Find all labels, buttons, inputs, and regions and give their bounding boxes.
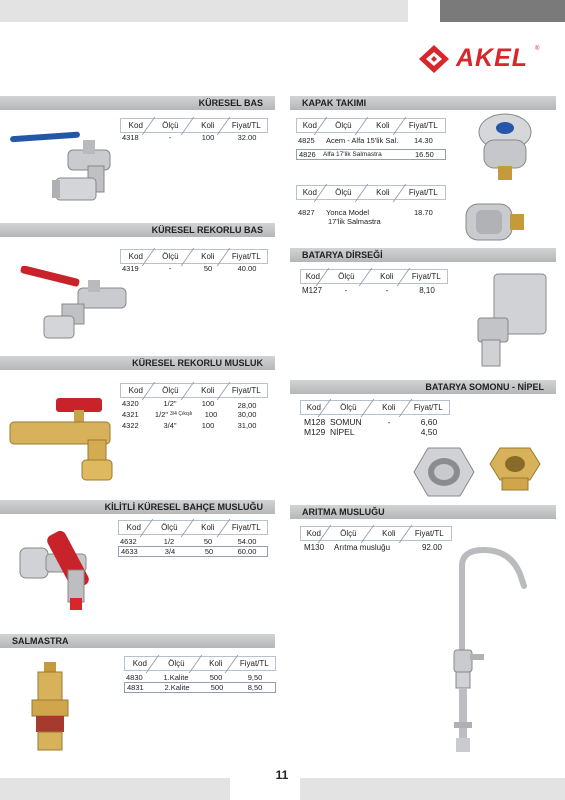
cell-fiyat: 16.50: [415, 150, 434, 159]
section-title-aritma-muslugu: ARITMA MUSLUĞU: [290, 505, 556, 519]
kuresel-bas-product-image: [8, 128, 120, 208]
col-kod: Kod: [306, 403, 321, 412]
cell-kod: M128: [304, 417, 326, 427]
col-kod: Kod: [128, 252, 143, 261]
cell-kod: 4827: [298, 208, 315, 217]
cell-koli: 100: [201, 421, 215, 430]
table-row: [120, 399, 268, 410]
cell-olcu: Alfa 17'lik Salmastra: [323, 151, 382, 158]
cell-fiyat: 28,00: [237, 401, 257, 410]
brand-registered-mark: ®: [535, 46, 540, 52]
col-olcu: Ölçü: [325, 270, 368, 283]
cell-kod: 4320: [122, 399, 139, 408]
table-row: [300, 286, 448, 295]
kapak-takimi-product-image-1: [472, 110, 538, 186]
col-koli: Koli: [190, 250, 226, 263]
cell-koli: [402, 543, 412, 552]
col-olcu: Ölçü: [155, 657, 198, 670]
kapak-takimi-product-image-2: [462, 198, 528, 248]
col-fiyat: Fiyat/TL: [226, 384, 267, 397]
col-fiyat: Fiyat/TL: [402, 119, 445, 132]
col-koli: Koli: [198, 657, 234, 670]
col-koli: Koli: [370, 401, 408, 414]
cell-kod: M127: [302, 286, 323, 295]
cell-koli: 100: [201, 133, 215, 142]
cell-fiyat: 32.00: [237, 133, 257, 142]
cell-kod: 4825: [298, 136, 315, 145]
cell-kod: 4830: [126, 673, 143, 682]
cell-olcu: 1/2": [163, 399, 177, 408]
nipel-product-image: [488, 446, 542, 492]
table-row: [296, 208, 446, 217]
table-row: [120, 421, 268, 430]
cell-kod: 4321: [122, 410, 139, 419]
col-fiyat: Fiyat/TL: [402, 186, 445, 199]
table-row: [296, 217, 446, 226]
cell-koli: -: [385, 286, 389, 295]
cell-olcu: Acem - Alfa 15'lik Sal.: [326, 136, 399, 145]
col-olcu: Ölçü: [149, 521, 190, 534]
col-olcu: Ölçü: [323, 119, 364, 132]
cell-kod: 4322: [122, 421, 139, 430]
cell-koli: 100: [204, 410, 218, 419]
table-header: [296, 185, 446, 200]
col-fiyat: Fiyat/TL: [226, 119, 267, 132]
cell-fiyat: 40.00: [237, 264, 257, 273]
section-title-batarya-dirsegi: BATARYA DİRSEĞİ: [290, 248, 556, 262]
table-header: [300, 400, 450, 415]
table-row: [300, 543, 452, 552]
cell-kod: 4319: [122, 264, 139, 273]
cell-fiyat: 8,50: [247, 683, 263, 692]
table-header: [118, 520, 268, 535]
cell-olcu: 2.Kalite: [164, 683, 190, 692]
table-row: [300, 427, 450, 437]
col-koli: Koli: [364, 119, 402, 132]
top-decor-bar-right: [440, 0, 565, 22]
cell-empty: [296, 217, 320, 226]
cell-koli: 100: [201, 399, 215, 408]
col-kod: Kod: [128, 121, 143, 130]
cell-olcu: 1/2: [163, 537, 175, 546]
section-title-kapak-takimi: KAPAK TAKIMI: [290, 96, 556, 110]
cell-olcu: -: [344, 286, 348, 295]
table-row: [124, 682, 276, 693]
table-row: [296, 136, 446, 145]
cell-olcu: NİPEL: [330, 427, 355, 437]
col-kod: Kod: [302, 188, 317, 197]
cell-olcu: Arıtma musluğu: [334, 543, 391, 552]
table-kilitli-bahce: [118, 520, 268, 557]
cell-olcu: 3/4: [164, 547, 176, 556]
col-kod: Kod: [305, 272, 320, 281]
akel-logo-mark-icon: [418, 44, 450, 74]
batarya-dirsegi-product-image: [470, 272, 556, 368]
cell-koli: -: [387, 417, 391, 427]
cell-fiyat: 54.00: [237, 537, 257, 546]
col-olcu: Ölçü: [323, 186, 364, 199]
cell-kod: M129: [304, 427, 326, 437]
table-header: [120, 118, 268, 133]
table-batarya-dirsegi: [300, 269, 448, 295]
somun-product-image: [412, 444, 476, 500]
table-kuresel-rekorlu-bas: [120, 249, 268, 273]
cell-olcu: 1.Kalite: [163, 673, 189, 682]
table-row: [296, 149, 446, 160]
section-title-kilitli-bahce: KİLİTLİ KÜRESEL BAHÇE MUSLUĞU: [0, 500, 275, 514]
cell-fiyat: 9,50: [247, 673, 263, 682]
section-title-salmastra: SALMASTRA: [0, 634, 275, 648]
table-header: [300, 526, 452, 541]
col-olcu: Ölçü: [151, 384, 190, 397]
col-kod: Kod: [306, 529, 321, 538]
bottom-decor-bar-left: [0, 778, 230, 800]
cell-fiyat: 8,10: [419, 286, 435, 295]
col-olcu: Ölçü: [151, 250, 190, 263]
cell-koli: 50: [203, 537, 213, 546]
table-salmastra: [124, 656, 276, 693]
col-fiyat: Fiyat/TL: [408, 401, 449, 414]
cell-olcu: 3/4": [163, 421, 177, 430]
section-title-kuresel-rekorlu-bas: KÜRESEL REKORLU BAS: [0, 223, 275, 237]
cell-koli: 50: [203, 264, 213, 273]
table-header: [120, 249, 268, 264]
cell-fiyat: 4,50: [420, 427, 438, 437]
cell-kod: 4632: [120, 537, 137, 546]
cell-fiyat: 92.00: [421, 543, 443, 552]
table-header: [296, 118, 446, 133]
col-koli: Koli: [364, 186, 402, 199]
col-fiyat: Fiyat/TL: [234, 657, 275, 670]
cell-fiyat: 6,60: [420, 417, 438, 427]
cell-fiyat: 60.00: [237, 547, 257, 556]
cell-olcu: SOMUN: [330, 417, 362, 427]
kuresel-rekorlu-bas-product-image: [18, 266, 136, 342]
col-fiyat: Fiyat/TL: [226, 521, 267, 534]
cell-olcu: -: [168, 264, 172, 273]
col-olcu: Ölçü: [327, 401, 370, 414]
table-header: [124, 656, 276, 671]
table-row: [120, 410, 268, 419]
table-row: [300, 417, 450, 427]
cell-koli: [370, 427, 408, 437]
table-header: [300, 269, 448, 284]
kuresel-rekorlu-musluk-product-image: [8, 394, 126, 484]
kilitli-bahce-product-image: [18, 524, 118, 616]
cell-fiyat: 30,00: [237, 410, 257, 419]
table-row: [118, 537, 268, 546]
table-row: [124, 673, 276, 682]
section-title-batarya-somonu: BATARYA SOMONU - NİPEL: [290, 380, 556, 394]
col-koli: Koli: [368, 270, 405, 283]
brand-name: AKEL: [456, 44, 529, 72]
cell-olcu-extra: 3/4 Çıkışlı: [170, 411, 193, 417]
cell-kod: 4826: [299, 150, 316, 159]
cell-kod: 4633: [121, 547, 138, 556]
col-koli: Koli: [370, 527, 408, 540]
table-row: [118, 546, 268, 557]
table-kuresel-bas: [120, 118, 268, 142]
col-kod: Kod: [126, 523, 141, 532]
cell-olcu: Yonca Model: [326, 208, 370, 217]
col-kod: Kod: [132, 659, 147, 668]
col-fiyat: Fiyat/TL: [408, 527, 451, 540]
col-fiyat: Fiyat/TL: [226, 250, 267, 263]
salmastra-product-image: [30, 660, 70, 752]
col-kod: Kod: [302, 121, 317, 130]
top-decor-bar-left: [0, 0, 408, 22]
cell-olcu: 1/2": [154, 410, 168, 419]
table-kapak-takimi: [296, 118, 446, 160]
bottom-decor-bar-right: [300, 778, 565, 800]
aritma-muslugu-product-image: [440, 546, 540, 756]
col-koli: Koli: [190, 384, 226, 397]
cell-koli: 500: [210, 683, 224, 692]
table-kapak-takimi-2: [296, 185, 446, 226]
col-olcu: Ölçü: [151, 119, 190, 132]
section-title-kuresel-bas: KÜRESEL BAS: [0, 96, 275, 110]
cell-olcu-line2: 17'lik Salmastra: [328, 217, 381, 226]
cell-olcu: -: [168, 133, 172, 142]
cell-fiyat: 14.30: [414, 136, 433, 145]
table-kuresel-rekorlu-musluk: [120, 383, 268, 430]
col-koli: Koli: [190, 119, 226, 132]
cell-fiyat: 18.70: [414, 208, 433, 217]
col-fiyat: Fiyat/TL: [406, 270, 447, 283]
table-aritma-muslugu: [300, 526, 452, 552]
cell-fiyat: 31,00: [237, 421, 257, 430]
cell-kod: 4831: [127, 683, 144, 692]
col-kod: Kod: [128, 386, 143, 395]
table-header: [120, 383, 268, 398]
cell-koli: 500: [209, 673, 223, 682]
section-title-kuresel-rekorlu-musluk: KÜRESEL REKORLU MUSLUK: [0, 356, 275, 370]
col-koli: Koli: [190, 521, 226, 534]
col-olcu: Ölçü: [327, 527, 370, 540]
cell-kod: M130: [304, 543, 325, 552]
page-number: 11: [275, 768, 289, 782]
cell-koli: 50: [204, 547, 214, 556]
cell-kod: 4318: [122, 133, 139, 142]
table-batarya-somonu: [300, 400, 450, 437]
